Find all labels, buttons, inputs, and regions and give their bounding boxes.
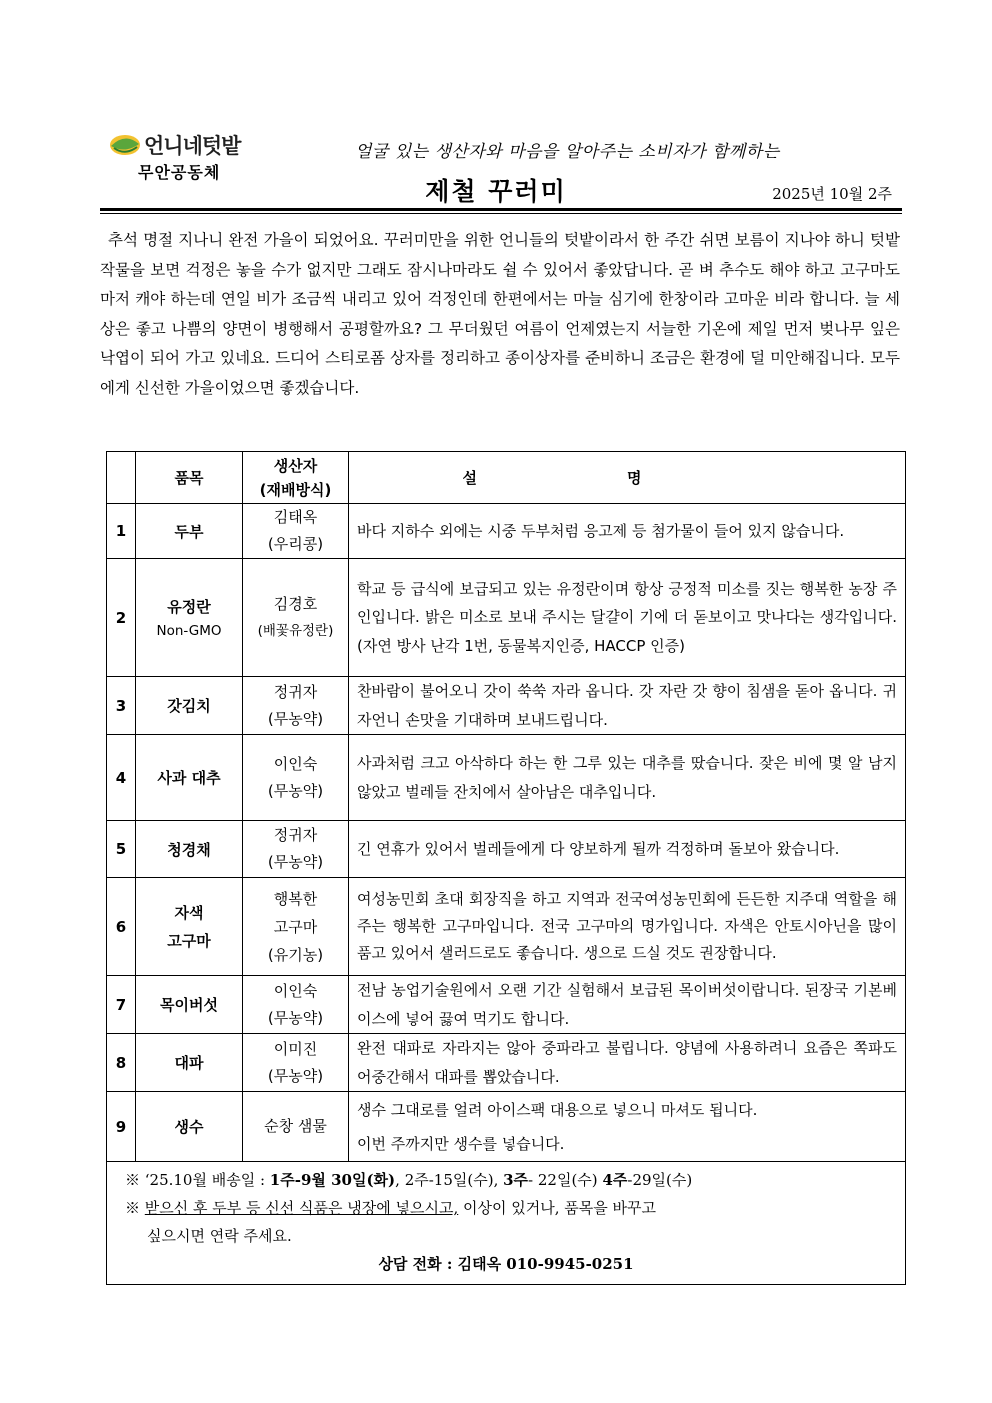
item-description: 바다 지하수 외에는 시중 두부처럼 응고제 등 첨가물이 들어 있지 않습니다. bbox=[349, 504, 906, 559]
header-producer-label: 생산자 bbox=[273, 456, 318, 475]
item-name: 청경채 bbox=[136, 821, 243, 878]
item-description: 전남 농업기술원에서 오랜 기간 실험해서 보급된 목이버섯이랍니다. 된장국 기본베이스에 넣어 끓여 먹기도 합니다. bbox=[349, 976, 906, 1034]
item-description: 사과처럼 크고 아삭하다 하는 한 그루 있는 대추를 땄습니다. 잦은 비에 몇 알 남지 않았고 벌레들 잔치에서 살아남은 대추입니다. bbox=[349, 735, 906, 821]
row-number: 1 bbox=[107, 504, 136, 559]
producer-name: 정귀자 bbox=[273, 682, 318, 701]
exchange-note: 이상이 있거나, 품목을 바꾸고 bbox=[458, 1199, 656, 1217]
header-producer bbox=[243, 452, 349, 504]
row-number: 2 bbox=[107, 559, 136, 677]
header-rule bbox=[100, 208, 902, 211]
tagline: 얼굴 있는 생산자와 마음을 알아주는 소비자가 함께하는 bbox=[355, 142, 780, 162]
item-name: 갓김치 bbox=[136, 677, 243, 735]
producer-cell bbox=[243, 677, 349, 735]
product-table bbox=[106, 451, 906, 1285]
week4-label: 4주 bbox=[602, 1171, 628, 1189]
item-name: 자색 bbox=[174, 903, 204, 922]
item-name: 유정란 bbox=[167, 598, 211, 616]
leaf-logo-icon bbox=[108, 132, 142, 158]
table-row bbox=[107, 976, 906, 1034]
producer-name: 정귀자 bbox=[273, 826, 318, 844]
contact-request: 싶으시면 연락 주세요. bbox=[147, 1227, 292, 1245]
week3-label: 3주 bbox=[503, 1171, 529, 1189]
producer-name: 김경호 bbox=[273, 594, 318, 613]
farming-method: (우리콩) bbox=[267, 535, 324, 553]
table-header-row bbox=[107, 452, 906, 504]
item-name-line2: 고구마 bbox=[167, 931, 211, 950]
item-description: 학교 등 급식에 보급되고 있는 유정란이며 항상 긍정적 미소를 짓는 행복한 농장 주인입니다. 밝은 미소로 보내 주시는 달걀이 기에 더 돋보이고 맛나다는 생각입니다. (자연 방사 난각 1번, 동물복지인증, HACCP 인증) bbox=[349, 559, 906, 677]
producer-cell bbox=[243, 878, 349, 976]
producer-name: 이미진 bbox=[273, 1039, 318, 1058]
row-number: 7 bbox=[107, 976, 136, 1034]
table-row bbox=[107, 821, 906, 878]
storage-instruction: 받으신 후 두부 등 신선 식품은 냉장에 넣으시고, bbox=[144, 1199, 459, 1217]
item-name: 사과 대추 bbox=[136, 735, 243, 821]
row-number: 4 bbox=[107, 735, 136, 821]
row-number: 3 bbox=[107, 677, 136, 735]
producer-name: 이인숙 bbox=[273, 754, 318, 773]
producer-name: 김태옥 bbox=[273, 508, 318, 526]
header-desc-label: 설명 bbox=[462, 469, 792, 487]
farming-method: (유기농) bbox=[267, 945, 324, 964]
week2-date: , 2주-15일(수), bbox=[395, 1171, 504, 1189]
table-row bbox=[107, 878, 906, 976]
producer-cell bbox=[243, 559, 349, 677]
table-row bbox=[107, 1092, 906, 1162]
item-description: 긴 연휴가 있어서 벌레들에게 다 양보하게 될까 걱정하며 돌보아 왔습니다. bbox=[349, 821, 906, 878]
week4-date: -29일(수) bbox=[627, 1171, 693, 1189]
producer-cell bbox=[243, 735, 349, 821]
table-row bbox=[107, 735, 906, 821]
contact-phone: 상담 전화 : 김태옥 010-9945-0251 bbox=[378, 1255, 634, 1273]
producer-cell bbox=[243, 976, 349, 1034]
producer-cell bbox=[243, 504, 349, 559]
header-cell-no bbox=[107, 452, 136, 504]
farming-method: (무농약) bbox=[267, 1008, 324, 1027]
row-number: 5 bbox=[107, 821, 136, 878]
farming-method: (무농약) bbox=[267, 781, 324, 800]
item-description: 여성농민회 초대 회장직을 하고 지역과 전국여성농민회에 든든한 지주대 역할을 해 주는 행복한 고구마입니다. 전국 고구마의 명가입니다. 자색은 안토시아닌을 많이 품고 있어서 샐러드로도 좋습니다. 생으로 드실 것도 권장합니다. bbox=[349, 878, 906, 976]
item-description-line1: 생수 그대로를 얼려 아이스팩 대용으로 넣으니 마셔도 됩니다. bbox=[357, 1100, 758, 1119]
table-row bbox=[107, 504, 906, 559]
farming-method: (무농약) bbox=[267, 709, 324, 728]
table-row bbox=[107, 1034, 906, 1092]
producer-name-line2: 고구마 bbox=[273, 917, 318, 936]
intro-paragraph: 추석 명절 지나니 완전 가을이 되었어요. 꾸러미만을 위한 언니들의 텃밭이라서 한 주간 쉬면 보름이 지나야 하니 텃밭작물을 보면 걱정은 놓을 수가 없지만 그래도 잠시나마라도 쉴 수 있어서 좋았답니다. 곧 벼 추수도 해야 하고 고구마도 마저 캐야 하는데 연일 비가 조금씩 내리고 있어 걱정인데 한편에서는 마늘 심기에 한창이라 고마운 비라 합니다. 늘 세상은 좋고 나쁨의 양면이 병행해서 공평할까요? 그 무더웠던 여름이 언제였는지 서늘한 기온에 제일 먼저 벚나무 잎은 낙엽이 되어 가고 있네요. 드디어 스티로폼 상자를 정리하고 종이상자를 준비하니 조금은 환경에 덜 미안해집니다. 모두에게 신선한 가을이었으면 좋겠습니다. bbox=[100, 231, 900, 397]
item-cell bbox=[136, 559, 243, 677]
item-description bbox=[349, 1092, 906, 1162]
item-name: 두부 bbox=[136, 504, 243, 559]
header-method-label: (재배방식) bbox=[259, 480, 332, 499]
producer-name: 순창 샘물 bbox=[243, 1092, 349, 1162]
item-description: 찬바람이 불어오니 갓이 쑥쑥 자라 옵니다. 갓 자란 갓 향이 침샘을 돋아 옵니다. 귀자언니 손맛을 기대하며 보내드립니다. bbox=[349, 677, 906, 735]
table-row bbox=[107, 677, 906, 735]
producer-name: 행복한 bbox=[273, 889, 318, 908]
item-name: 생수 bbox=[136, 1092, 243, 1162]
item-description-line2: 이번 주까지만 생수를 넣습니다. bbox=[357, 1134, 565, 1153]
row-number: 8 bbox=[107, 1034, 136, 1092]
item-note: Non-GMO bbox=[156, 623, 222, 639]
page-title: 제철 꾸러미 bbox=[425, 177, 567, 206]
farming-method: (배꽃유정란) bbox=[257, 622, 334, 639]
row-number: 9 bbox=[107, 1092, 136, 1162]
storage-note bbox=[125, 1194, 887, 1222]
footer-row bbox=[107, 1162, 906, 1285]
week1-date: 1주-9월 30일(화) bbox=[269, 1171, 396, 1189]
farming-method: (무농약) bbox=[267, 853, 324, 871]
header-rule-thin bbox=[100, 213, 902, 214]
table-row bbox=[107, 559, 906, 677]
row-number: 6 bbox=[107, 878, 136, 976]
note-mark: ※ bbox=[125, 1199, 145, 1217]
week3-date: - 22일(수) bbox=[528, 1171, 603, 1189]
schedule-label: ※ ‘25.10월 배송일 : bbox=[125, 1171, 270, 1189]
producer-cell bbox=[243, 821, 349, 878]
delivery-schedule bbox=[125, 1166, 887, 1194]
item-cell bbox=[136, 878, 243, 976]
producer-name: 이인숙 bbox=[273, 981, 318, 1000]
header-item: 품목 bbox=[136, 452, 243, 504]
farming-method: (무농약) bbox=[267, 1066, 324, 1085]
item-name: 목이버섯 bbox=[136, 976, 243, 1034]
footer-notes bbox=[107, 1162, 906, 1285]
item-name: 대파 bbox=[136, 1034, 243, 1092]
brand-subtitle: 무안공동체 bbox=[138, 163, 221, 182]
issue-date: 2025년 10월 2주 bbox=[772, 185, 892, 203]
item-description: 완전 대파로 자라지는 않아 중파라고 불립니다. 양념에 사용하려니 요즘은 쪽파도 어중간해서 대파를 뽑았습니다. bbox=[349, 1034, 906, 1092]
brand-name: 언니네텃밭 bbox=[144, 133, 241, 158]
header-description bbox=[349, 452, 906, 504]
producer-cell bbox=[243, 1034, 349, 1092]
